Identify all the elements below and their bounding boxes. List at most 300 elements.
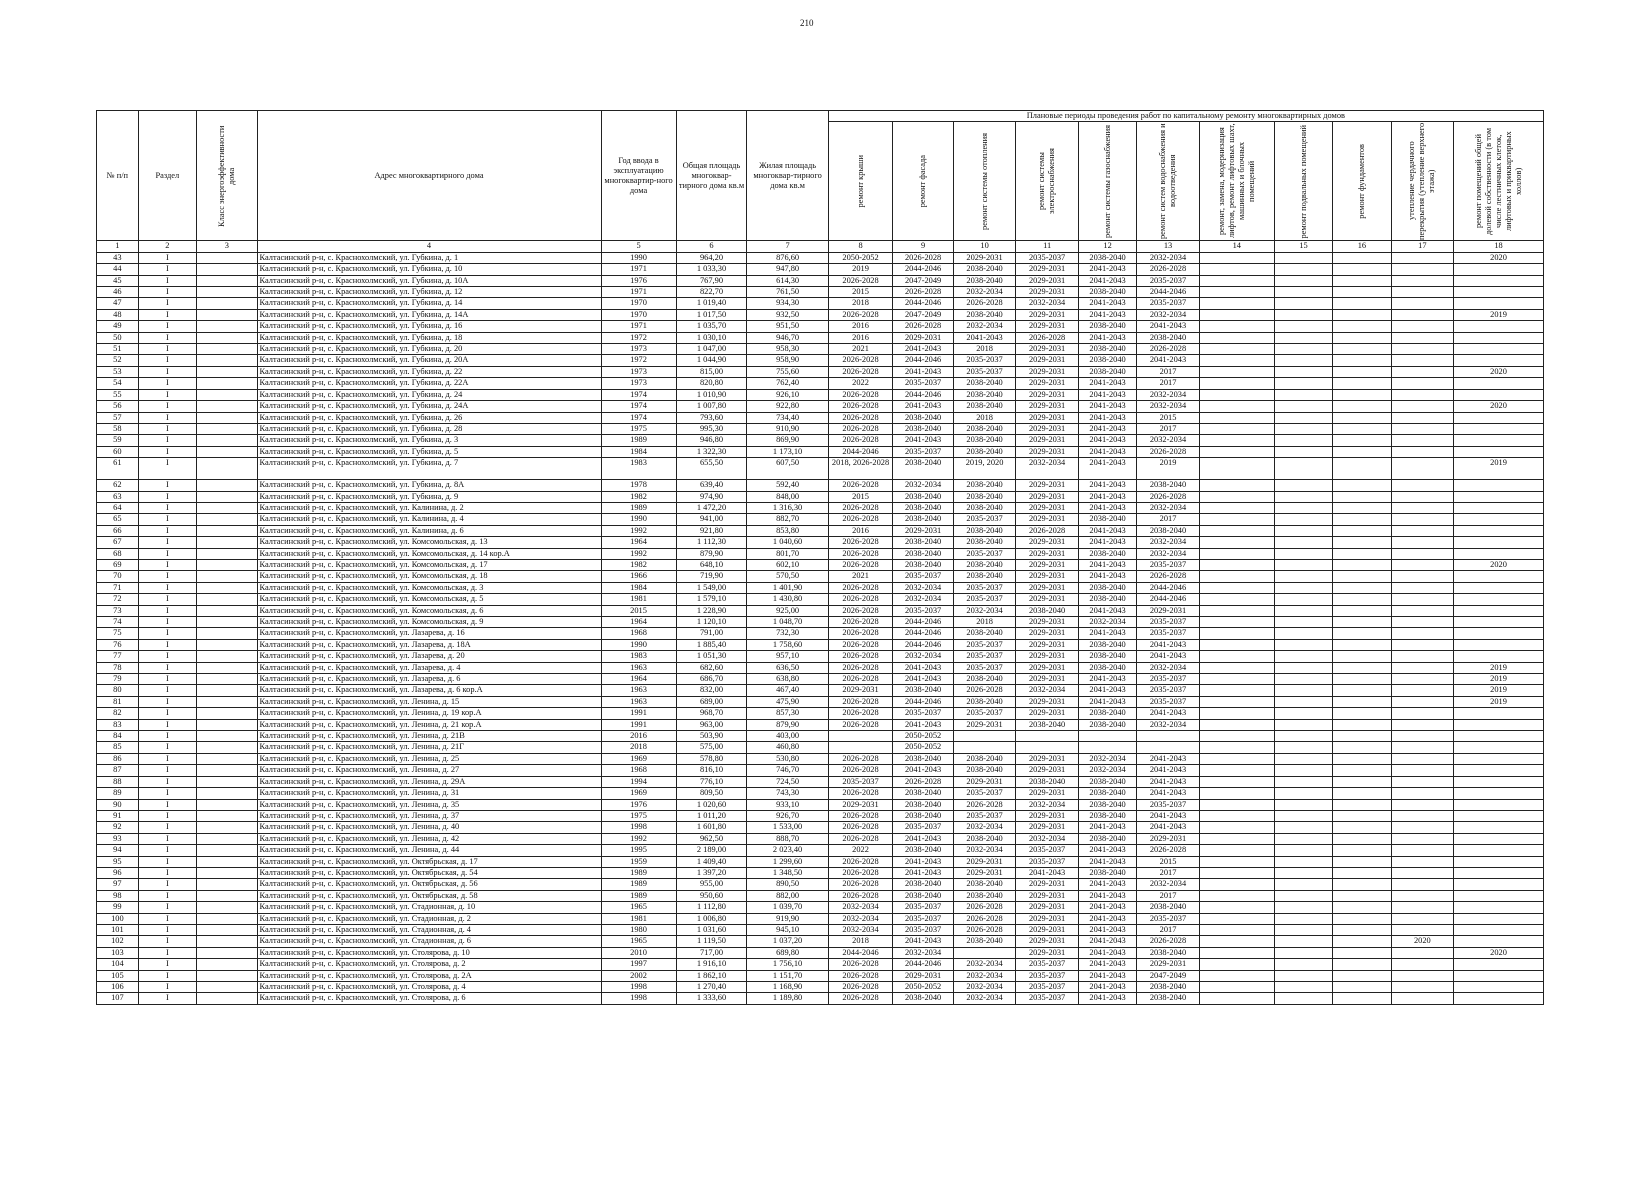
common-premises-repair-cell	[1454, 856, 1544, 867]
row-number-cell: 58	[97, 423, 139, 434]
section-cell: I	[138, 982, 196, 993]
address-cell: Калтасинский р-н, с. Краснохолмский, ул. Губкина, д. 8А	[257, 480, 601, 491]
table-row	[97, 947, 1544, 958]
living-area-cell: 475,90	[747, 696, 828, 707]
water-repair-cell: 2017	[1137, 890, 1200, 901]
address-cell: Калтасинский р-н, с. Краснохолмский, ул. Стадионная, д. 10	[257, 902, 601, 913]
row-number-cell: 103	[97, 947, 139, 958]
water-repair-cell: 2032-2034	[1137, 719, 1200, 730]
foundation-repair-cell	[1333, 332, 1391, 343]
attic-insulation-cell	[1391, 617, 1454, 628]
address-cell: Калтасинский р-н, с. Краснохолмский, ул. Губкина, д. 10	[257, 264, 601, 275]
address-cell: Калтасинский р-н, с. Краснохолмский, ул. Ленина, д. 37	[257, 810, 601, 821]
electric-repair-cell: 2029-2031	[1016, 321, 1079, 332]
row-number-cell: 47	[97, 298, 139, 309]
row-number-cell: 104	[97, 959, 139, 970]
section-cell: I	[138, 822, 196, 833]
foundation-repair-cell	[1333, 799, 1391, 810]
attic-insulation-cell	[1391, 480, 1454, 491]
foundation-repair-cell	[1333, 321, 1391, 332]
attic-insulation-cell	[1391, 537, 1454, 548]
section-cell: I	[138, 753, 196, 764]
attic-insulation-cell	[1391, 799, 1454, 810]
living-area-cell: 922,80	[747, 401, 828, 412]
heating-repair-cell: 2032-2034	[953, 993, 1016, 1004]
energy-class-cell	[197, 378, 257, 389]
total-area-cell: 1 119,50	[676, 936, 747, 947]
basement-repair-cell	[1274, 275, 1332, 286]
section-cell: I	[138, 389, 196, 400]
section-cell: I	[138, 309, 196, 320]
table-row	[97, 502, 1544, 513]
water-repair-cell: 2026-2028	[1137, 344, 1200, 355]
table-row	[97, 674, 1544, 685]
facade-repair-cell: 2038-2040	[893, 845, 953, 856]
heating-repair-cell: 2038-2040	[953, 753, 1016, 764]
section-cell: I	[138, 959, 196, 970]
column-numbers-row	[97, 241, 1544, 252]
address-cell: Калтасинский р-н, с. Краснохолмский, ул. Ленина, д. 19 кор.А	[257, 708, 601, 719]
basement-repair-cell	[1274, 731, 1332, 742]
table-row	[97, 617, 1544, 628]
living-area-cell: 2 023,40	[747, 845, 828, 856]
foundation-repair-cell	[1333, 753, 1391, 764]
address-cell: Калтасинский р-н, с. Краснохолмский, ул. Столярова, д. 4	[257, 982, 601, 993]
address-cell: Калтасинский р-н, с. Краснохолмский, ул. Губкина, д. 18	[257, 332, 601, 343]
work-header: ремонт системы отопления	[953, 122, 1016, 241]
living-area-cell: 879,90	[747, 719, 828, 730]
electric-repair-cell: 2029-2031	[1016, 617, 1079, 628]
foundation-repair-cell	[1333, 446, 1391, 457]
facade-repair-cell: 2038-2040	[893, 890, 953, 901]
row-number-cell: 100	[97, 913, 139, 924]
year-built-cell: 1974	[601, 389, 676, 400]
total-area-cell: 2 189,00	[676, 845, 747, 856]
heating-repair-cell: 2032-2034	[953, 845, 1016, 856]
common-premises-repair-cell	[1454, 879, 1544, 890]
facade-repair-cell: 2044-2046	[893, 959, 953, 970]
attic-insulation-cell	[1391, 628, 1454, 639]
section-cell: I	[138, 719, 196, 730]
facade-repair-cell: 2026-2028	[893, 321, 953, 332]
gas-repair-cell: 2041-2043	[1078, 845, 1136, 856]
attic-insulation-cell	[1391, 605, 1454, 616]
row-number-cell: 102	[97, 936, 139, 947]
year-built-cell: 1992	[601, 548, 676, 559]
attic-insulation-cell	[1391, 867, 1454, 878]
foundation-repair-cell	[1333, 423, 1391, 434]
living-area-cell: 882,00	[747, 890, 828, 901]
foundation-repair-cell	[1333, 742, 1391, 753]
water-repair-cell: 2026-2028	[1137, 491, 1200, 502]
foundation-repair-cell	[1333, 708, 1391, 719]
gas-repair-cell: 2041-2043	[1078, 275, 1136, 286]
foundation-repair-cell	[1333, 696, 1391, 707]
energy-class-cell	[197, 947, 257, 958]
attic-insulation-cell	[1391, 491, 1454, 502]
heating-repair-cell: 2032-2034	[953, 959, 1016, 970]
table-row	[97, 401, 1544, 412]
gas-repair-cell: 2041-2043	[1078, 298, 1136, 309]
foundation-repair-cell	[1333, 378, 1391, 389]
total-area-cell: 689,00	[676, 696, 747, 707]
year-built-cell: 1964	[601, 674, 676, 685]
facade-repair-cell: 2041-2043	[893, 401, 953, 412]
living-area-cell: 1 039,70	[747, 902, 828, 913]
roof-repair-cell: 2016	[828, 332, 893, 343]
column-number: 16	[1333, 241, 1391, 252]
basement-repair-cell	[1274, 435, 1332, 446]
elevator-repair-cell	[1199, 845, 1274, 856]
water-repair-cell: 2026-2028	[1137, 845, 1200, 856]
table-row	[97, 537, 1544, 548]
section-cell: I	[138, 788, 196, 799]
elevator-repair-cell	[1199, 378, 1274, 389]
total-area-cell: 1 030,10	[676, 332, 747, 343]
gas-repair-cell: 2041-2043	[1078, 936, 1136, 947]
foundation-repair-cell	[1333, 537, 1391, 548]
gas-repair-cell: 2041-2043	[1078, 435, 1136, 446]
roof-repair-cell: 2016	[828, 525, 893, 536]
basement-repair-cell	[1274, 822, 1332, 833]
table-row	[97, 924, 1544, 935]
energy-class-cell	[197, 708, 257, 719]
heating-repair-cell: 2038-2040	[953, 389, 1016, 400]
section-cell: I	[138, 344, 196, 355]
elevator-repair-cell	[1199, 502, 1274, 513]
total-area-cell: 1 916,10	[676, 959, 747, 970]
basement-repair-cell	[1274, 982, 1332, 993]
roof-repair-cell: 2026-2028	[828, 719, 893, 730]
roof-repair-cell: 2026-2028	[828, 674, 893, 685]
foundation-repair-cell	[1333, 491, 1391, 502]
table-row	[97, 559, 1544, 570]
elevator-repair-cell	[1199, 389, 1274, 400]
table-row	[97, 435, 1544, 446]
work-header: ремонт системы электроснабжения	[1016, 122, 1079, 241]
year-built-cell: 1976	[601, 799, 676, 810]
heating-repair-cell: 2038-2040	[953, 936, 1016, 947]
column-number: 17	[1391, 241, 1454, 252]
table-row	[97, 788, 1544, 799]
attic-insulation-cell	[1391, 582, 1454, 593]
electric-repair-cell: 2035-2037	[1016, 982, 1079, 993]
common-premises-repair-cell: 2019	[1454, 309, 1544, 320]
gas-repair-cell: 2038-2040	[1078, 321, 1136, 332]
common-premises-repair-cell	[1454, 822, 1544, 833]
row-number-cell: 80	[97, 685, 139, 696]
common-premises-repair-cell: 2020	[1454, 401, 1544, 412]
basement-repair-cell	[1274, 867, 1332, 878]
basement-repair-cell	[1274, 879, 1332, 890]
common-premises-repair-cell	[1454, 924, 1544, 935]
section-cell: I	[138, 378, 196, 389]
address-cell: Калтасинский р-н, с. Краснохолмский, ул. Губкина, д. 26	[257, 412, 601, 423]
heating-repair-cell: 2032-2034	[953, 605, 1016, 616]
heating-repair-cell: 2035-2037	[953, 366, 1016, 377]
basement-repair-cell	[1274, 514, 1332, 525]
basement-repair-cell	[1274, 344, 1332, 355]
attic-insulation-cell	[1391, 275, 1454, 286]
row-number-cell: 66	[97, 525, 139, 536]
living-area-cell: 1 430,80	[747, 594, 828, 605]
row-number-cell: 59	[97, 435, 139, 446]
heating-repair-cell: 2032-2034	[953, 287, 1016, 298]
gas-repair-cell: 2041-2043	[1078, 913, 1136, 924]
total-area-cell: 1 120,10	[676, 617, 747, 628]
elevator-repair-cell	[1199, 275, 1274, 286]
facade-repair-cell: 2041-2043	[893, 856, 953, 867]
roof-repair-cell: 2026-2028	[828, 366, 893, 377]
year-built-cell: 1959	[601, 856, 676, 867]
row-number-cell: 76	[97, 639, 139, 650]
total-area-cell: 941,00	[676, 514, 747, 525]
common-premises-repair-cell	[1454, 845, 1544, 856]
attic-insulation-cell	[1391, 639, 1454, 650]
address-cell: Калтасинский р-н, с. Краснохолмский, ул. Лазарева, д. 6 кор.А	[257, 685, 601, 696]
foundation-repair-cell	[1333, 480, 1391, 491]
roof-repair-cell: 2026-2028	[828, 435, 893, 446]
facade-repair-cell: 2029-2031	[893, 525, 953, 536]
roof-repair-cell	[828, 742, 893, 753]
heating-repair-cell: 2035-2037	[953, 639, 1016, 650]
roof-repair-cell: 2026-2028	[828, 708, 893, 719]
facade-repair-cell: 2050-2052	[893, 731, 953, 742]
water-repair-cell: 2035-2037	[1137, 685, 1200, 696]
total-area-cell: 719,90	[676, 571, 747, 582]
electric-repair-cell: 2026-2028	[1016, 332, 1079, 343]
work-header: ремонт системы газоснабжения	[1078, 122, 1136, 241]
facade-repair-cell: 2026-2028	[893, 287, 953, 298]
electric-repair-cell: 2038-2040	[1016, 719, 1079, 730]
year-built-cell: 1994	[601, 776, 676, 787]
total-area-cell: 648,10	[676, 559, 747, 570]
water-repair-cell: 2035-2037	[1137, 628, 1200, 639]
attic-insulation-cell	[1391, 993, 1454, 1004]
table-row	[97, 822, 1544, 833]
facade-repair-cell: 2035-2037	[893, 571, 953, 582]
water-repair-cell: 2038-2040	[1137, 902, 1200, 913]
address-cell: Калтасинский р-н, с. Краснохолмский, ул. Ленина, д. 31	[257, 788, 601, 799]
section-cell: I	[138, 742, 196, 753]
gas-repair-cell: 2041-2043	[1078, 378, 1136, 389]
table-row	[97, 355, 1544, 366]
basement-repair-cell	[1274, 605, 1332, 616]
heating-repair-cell: 2038-2040	[953, 674, 1016, 685]
energy-class-cell	[197, 491, 257, 502]
living-area-cell: 801,70	[747, 548, 828, 559]
attic-insulation-cell	[1391, 708, 1454, 719]
common-premises-repair-cell: 2019	[1454, 685, 1544, 696]
heating-repair-cell: 2029-2031	[953, 719, 1016, 730]
attic-insulation-cell	[1391, 446, 1454, 457]
facade-repair-cell: 2041-2043	[893, 674, 953, 685]
row-number-cell: 60	[97, 446, 139, 457]
total-area-cell: 995,30	[676, 423, 747, 434]
heating-repair-cell: 2026-2028	[953, 298, 1016, 309]
address-cell: Калтасинский р-н, с. Краснохолмский, ул. Губкина, д. 24	[257, 389, 601, 400]
facade-repair-cell: 2029-2031	[893, 970, 953, 981]
attic-insulation-cell	[1391, 423, 1454, 434]
living-area-cell: 460,80	[747, 742, 828, 753]
row-number-cell: 75	[97, 628, 139, 639]
energy-class-cell	[197, 389, 257, 400]
section-cell: I	[138, 366, 196, 377]
roof-repair-cell: 2019	[828, 264, 893, 275]
total-area-cell: 1 228,90	[676, 605, 747, 616]
table-body	[97, 252, 1544, 1004]
gas-repair-cell: 2041-2043	[1078, 685, 1136, 696]
foundation-repair-cell	[1333, 594, 1391, 605]
attic-insulation-cell: 2020	[1391, 936, 1454, 947]
elevator-repair-cell	[1199, 605, 1274, 616]
water-repair-cell: 2032-2034	[1137, 502, 1200, 513]
roof-repair-cell: 2026-2028	[828, 389, 893, 400]
gas-repair-cell: 2041-2043	[1078, 491, 1136, 502]
roof-repair-cell: 2016	[828, 321, 893, 332]
section-cell: I	[138, 423, 196, 434]
living-area-cell: 910,90	[747, 423, 828, 434]
section-cell: I	[138, 480, 196, 491]
total-area-cell: 832,00	[676, 685, 747, 696]
gas-repair-cell: 2032-2034	[1078, 617, 1136, 628]
column-number: 2	[138, 241, 196, 252]
address-cell: Калтасинский р-н, с. Краснохолмский, ул. Губкина, д. 16	[257, 321, 601, 332]
section-cell: I	[138, 548, 196, 559]
attic-insulation-cell	[1391, 412, 1454, 423]
table-row	[97, 423, 1544, 434]
year-built-cell: 1963	[601, 685, 676, 696]
address-cell: Калтасинский р-н, с. Краснохолмский, ул. Октябрьская, д. 54	[257, 867, 601, 878]
roof-repair-cell: 2026-2028	[828, 412, 893, 423]
table-row	[97, 628, 1544, 639]
section-cell: I	[138, 674, 196, 685]
row-number-cell: 54	[97, 378, 139, 389]
total-area-cell: 1 011,20	[676, 810, 747, 821]
table-row	[97, 639, 1544, 650]
electric-repair-cell: 2041-2043	[1016, 867, 1079, 878]
heating-repair-cell: 2038-2040	[953, 571, 1016, 582]
address-cell: Калтасинский р-н, с. Краснохолмский, ул. Комсомольская, д. 14 кор.А	[257, 548, 601, 559]
col-section-header: Раздел	[138, 111, 196, 241]
heating-repair-cell: 2035-2037	[953, 810, 1016, 821]
address-cell: Калтасинский р-н, с. Краснохолмский, ул. Губкина, д. 24А	[257, 401, 601, 412]
basement-repair-cell	[1274, 378, 1332, 389]
year-built-cell: 1991	[601, 708, 676, 719]
row-number-cell: 89	[97, 788, 139, 799]
living-area-cell: 1 533,00	[747, 822, 828, 833]
foundation-repair-cell	[1333, 685, 1391, 696]
row-number-cell: 83	[97, 719, 139, 730]
electric-repair-cell: 2032-2034	[1016, 799, 1079, 810]
attic-insulation-cell	[1391, 731, 1454, 742]
year-built-cell: 1969	[601, 753, 676, 764]
common-premises-repair-cell	[1454, 571, 1544, 582]
basement-repair-cell	[1274, 401, 1332, 412]
total-area-cell: 1 270,40	[676, 982, 747, 993]
year-built-cell: 1971	[601, 287, 676, 298]
total-area-cell: 682,60	[676, 662, 747, 673]
table-row	[97, 525, 1544, 536]
total-area-cell: 950,60	[676, 890, 747, 901]
table-row	[97, 685, 1544, 696]
year-built-cell: 1973	[601, 366, 676, 377]
gas-repair-cell: 2041-2043	[1078, 537, 1136, 548]
facade-repair-cell: 2026-2028	[893, 252, 953, 263]
facade-repair-cell: 2035-2037	[893, 605, 953, 616]
foundation-repair-cell	[1333, 993, 1391, 1004]
section-cell: I	[138, 617, 196, 628]
roof-repair-cell: 2018	[828, 936, 893, 947]
address-cell: Калтасинский р-н, с. Краснохолмский, ул. Лазарева, д. 6	[257, 674, 601, 685]
roof-repair-cell: 2026-2028	[828, 594, 893, 605]
living-area-cell: 882,70	[747, 514, 828, 525]
elevator-repair-cell	[1199, 298, 1274, 309]
attic-insulation-cell	[1391, 879, 1454, 890]
year-built-cell: 1964	[601, 617, 676, 628]
row-number-cell: 45	[97, 275, 139, 286]
elevator-repair-cell	[1199, 708, 1274, 719]
water-repair-cell: 2035-2037	[1137, 674, 1200, 685]
elevator-repair-cell	[1199, 879, 1274, 890]
row-number-cell: 87	[97, 765, 139, 776]
basement-repair-cell	[1274, 628, 1332, 639]
living-area-cell: 848,00	[747, 491, 828, 502]
elevator-repair-cell	[1199, 890, 1274, 901]
basement-repair-cell	[1274, 525, 1332, 536]
elevator-repair-cell	[1199, 719, 1274, 730]
elevator-repair-cell	[1199, 458, 1274, 480]
table-row	[97, 412, 1544, 423]
facade-repair-cell: 2038-2040	[893, 810, 953, 821]
section-cell: I	[138, 628, 196, 639]
foundation-repair-cell	[1333, 344, 1391, 355]
foundation-repair-cell	[1333, 970, 1391, 981]
year-built-cell: 1963	[601, 696, 676, 707]
address-cell: Калтасинский р-н, с. Краснохолмский, ул. Комсомольская, д. 18	[257, 571, 601, 582]
row-number-cell: 68	[97, 548, 139, 559]
common-premises-repair-cell	[1454, 275, 1544, 286]
living-area-cell: 1 758,60	[747, 639, 828, 650]
table-row	[97, 389, 1544, 400]
elevator-repair-cell	[1199, 822, 1274, 833]
living-area-cell: 607,50	[747, 458, 828, 480]
elevator-repair-cell	[1199, 788, 1274, 799]
address-cell: Калтасинский р-н, с. Краснохолмский, ул. Ленина, д. 27	[257, 765, 601, 776]
heating-repair-cell: 2035-2037	[953, 548, 1016, 559]
energy-class-cell	[197, 412, 257, 423]
table-row	[97, 287, 1544, 298]
electric-repair-cell: 2029-2031	[1016, 902, 1079, 913]
foundation-repair-cell	[1333, 309, 1391, 320]
heating-repair-cell: 2038-2040	[953, 879, 1016, 890]
facade-repair-cell: 2032-2034	[893, 480, 953, 491]
electric-repair-cell: 2029-2031	[1016, 502, 1079, 513]
section-cell: I	[138, 446, 196, 457]
row-number-cell: 57	[97, 412, 139, 423]
gas-repair-cell: 2038-2040	[1078, 799, 1136, 810]
address-cell: Калтасинский р-н, с. Краснохолмский, ул. Губкина, д. 14А	[257, 309, 601, 320]
basement-repair-cell	[1274, 902, 1332, 913]
electric-repair-cell: 2029-2031	[1016, 559, 1079, 570]
electric-repair-cell: 2035-2037	[1016, 856, 1079, 867]
living-area-cell: 951,50	[747, 321, 828, 332]
roof-repair-cell: 2026-2028	[828, 355, 893, 366]
basement-repair-cell	[1274, 719, 1332, 730]
living-area-cell: 614,30	[747, 275, 828, 286]
water-repair-cell: 2041-2043	[1137, 810, 1200, 821]
row-number-cell: 63	[97, 491, 139, 502]
